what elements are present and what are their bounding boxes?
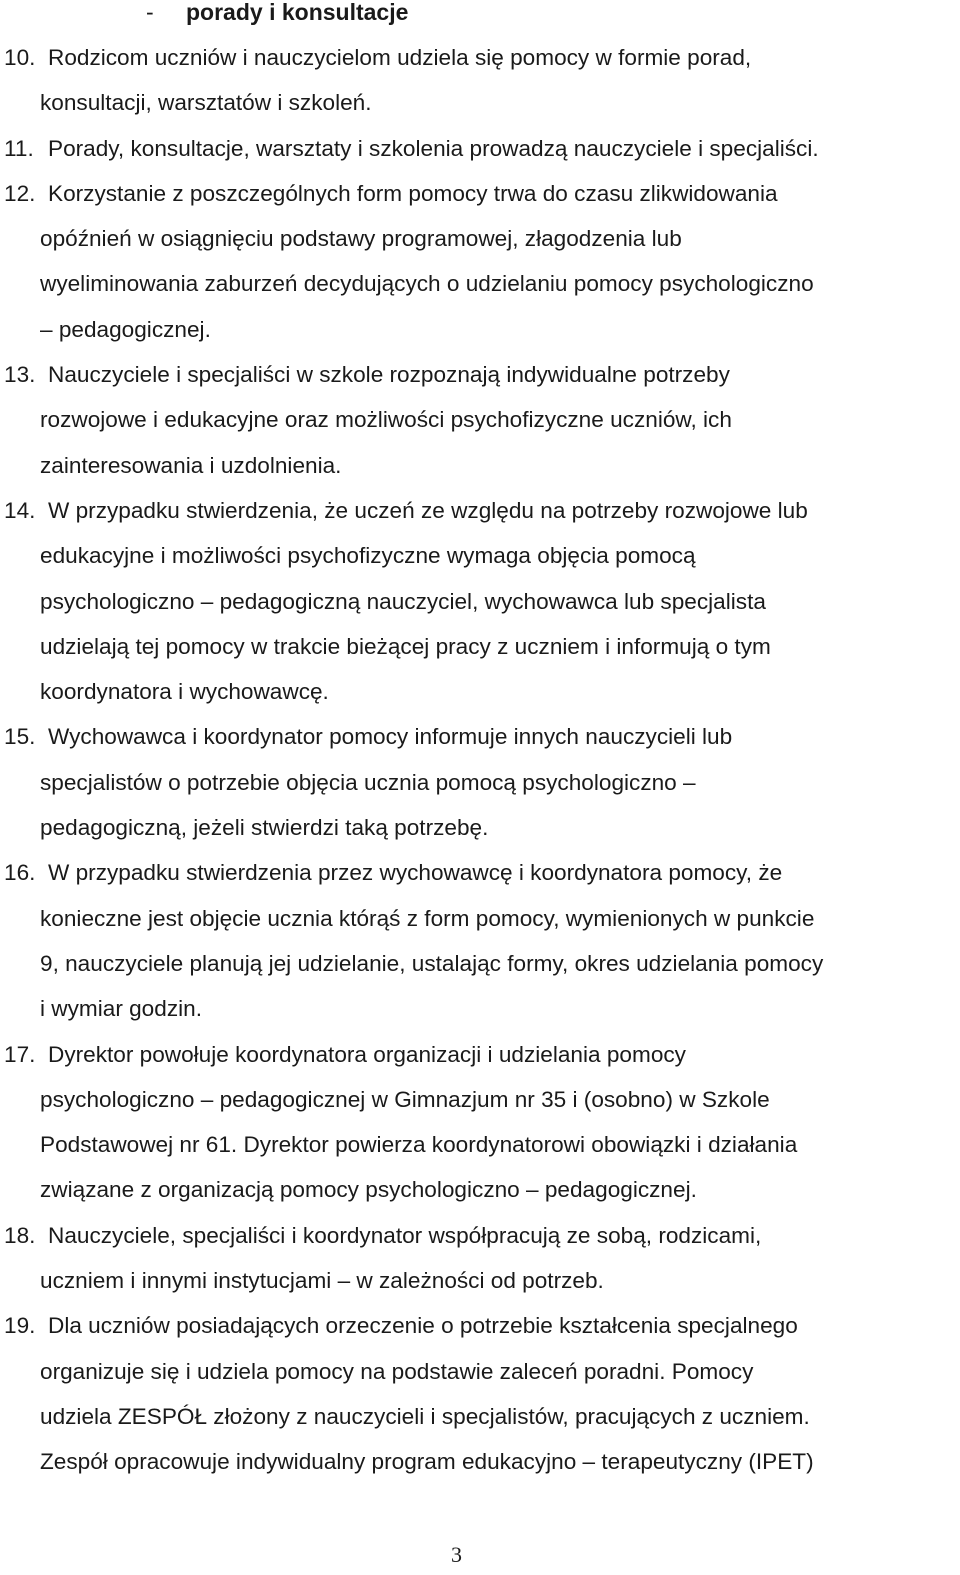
- item-text: Dyrektor powołuje koordynatora organizacji i udzielania pomocy psychologiczno – pedagogicznej w Gimnazjum nr 35 i (osobno) w Szkole Podstawowej nr 61. Dyrektor powierza koordynatorowi obowiązki i działania związane z organizacją pomocy psychologiczno – pedagogicznej.: [40, 1041, 798, 1203]
- item-text: Wychowawca i koordynator pomocy informuje innych nauczycieli lub specjalistów o potrzebie objęcia ucznia pomocą psychologiczno – pedagogiczną, jeżeli stwierdzi taką potrzebę.: [40, 724, 733, 841]
- list-item-12: [0, 171, 960, 352]
- numbered-list: [0, 35, 960, 1485]
- item-text: W przypadku stwierdzenia, że uczeń ze względu na potrzeby rozwojowe lub edukacyjne i możliwości psychofizyczne wymaga objęcia pomocą psychologiczno – pedagogiczną nauczyciel, wychowawca lub specjalista udzielają tej pomocy w trakcie bieżącej pracy z uczniem i informują o tym koordynatora i wychowawcę.: [40, 497, 808, 705]
- list-item-13: [0, 352, 960, 488]
- list-item-18: [0, 1213, 960, 1304]
- item-number: 12.: [4, 180, 36, 206]
- list-item-17: [0, 1032, 960, 1213]
- bullet-item: [146, 0, 408, 30]
- item-number: 10.: [4, 45, 36, 70]
- item-number: 17.: [4, 1041, 36, 1067]
- item-number: 11.: [4, 135, 34, 161]
- item-number: 19.: [4, 1313, 36, 1339]
- bullet-dash: -: [146, 0, 154, 25]
- item-number: 14.: [4, 497, 36, 523]
- list-item-19: [0, 1303, 960, 1484]
- list-item-10: [0, 35, 960, 126]
- list-item-14: [0, 488, 960, 714]
- list-item-11: [0, 126, 960, 171]
- item-text: Nauczyciele, specjaliści i koordynator współpracują ze sobą, rodzicami, uczniem i innymi instytucjami – w zależności od potrzeb.: [40, 1222, 762, 1294]
- bullet-text: porady i konsultacje: [186, 0, 409, 25]
- item-text: Nauczyciele i specjaliści w szkole rozpoznają indywidualne potrzeby rozwojowe i edukacyjne oraz możliwości psychofizyczne uczniów, ich zainteresowania i uzdolnienia.: [40, 362, 732, 478]
- item-number: 18.: [4, 1222, 36, 1248]
- item-number: 13.: [4, 362, 36, 388]
- item-text: W przypadku stwierdzenia przez wychowawcę i koordynatora pomocy, że konieczne jest objęcie ucznia którąś z form pomocy, wymienionych w punkcie 9, nauczyciele planują jej udzielanie, ustalając formy, okres udzielania pomocy i wymiar godzin.: [40, 860, 824, 1022]
- list-item-16: [0, 850, 960, 1031]
- item-text: Korzystanie z poszczególnych form pomocy trwa do czasu zlikwidowania opóźnień w osiągnięciu podstawy programowej, złagodzenia lub wyeliminowania zaburzeń decydujących o udzielaniu pomocy psychologiczno – pedagogicznej.: [40, 180, 814, 342]
- item-text: Dla uczniów posiadających orzeczenie o potrzebie kształcenia specjalnego organizuje się i udziela pomocy na podstawie zaleceń poradni. Pomocy udziela ZESPÓŁ złożony z nauczycieli i specjalistów, pracujących z uczniem. Zespół opracowuje indywidualny program edukacyjno – terapeutyczny (IPET): [40, 1313, 814, 1475]
- list-item-15: [0, 714, 960, 850]
- page-number: 3: [451, 1542, 462, 1567]
- item-number: 15.: [4, 724, 36, 750]
- item-number: 16.: [4, 860, 36, 886]
- item-text: Porady, konsultacje, warsztaty i szkolenia prowadzą nauczyciele i specjaliści.: [48, 135, 819, 161]
- item-text: Rodzicom uczniów i nauczycielom udziela się pomocy w formie porad, konsultacji, warsztatów i szkoleń.: [40, 45, 752, 116]
